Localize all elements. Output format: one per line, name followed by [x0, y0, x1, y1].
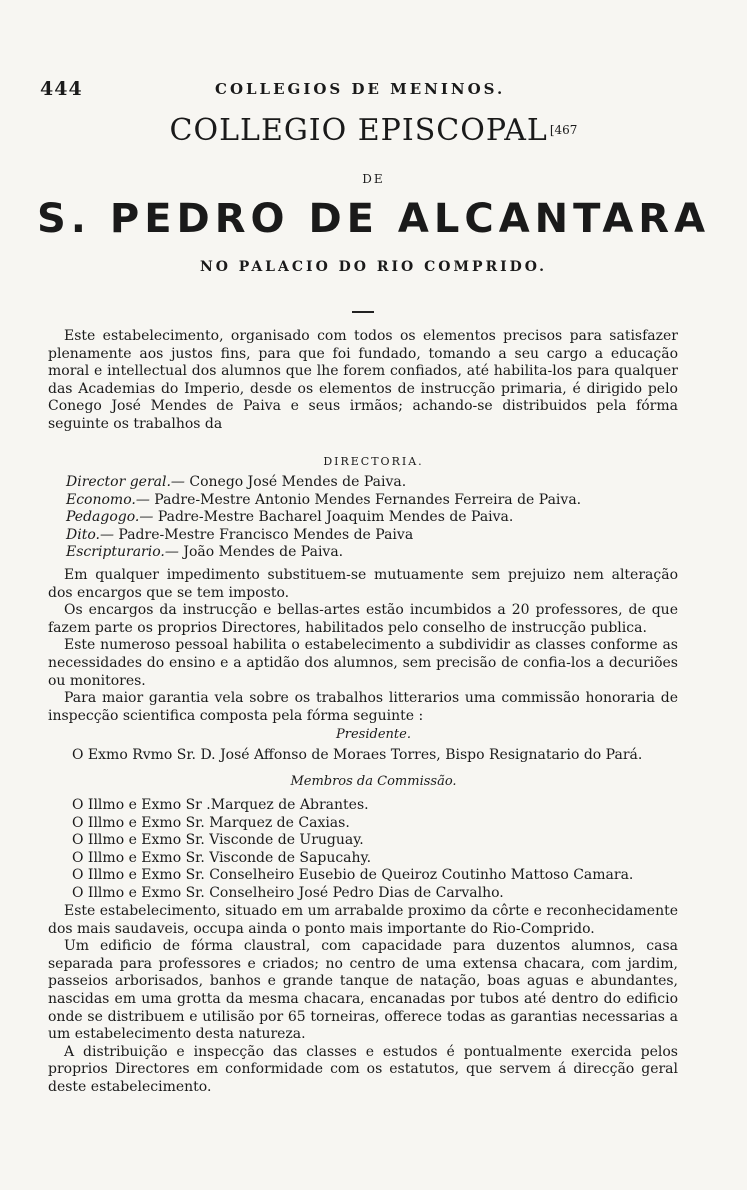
member-row: O Illmo e Exmo Sr .Marquez de Abrantes.	[72, 797, 369, 813]
title-rule	[352, 311, 374, 313]
middle-paragraphs	[48, 567, 678, 725]
president-line: O Exmo Rvmo Sr. D. José Affonso de Moraes Torres, Bispo Resignatario do Pará.	[72, 747, 643, 763]
member-row: O Illmo e Exmo Sr. Conselheiro Eusebio de Queiroz Coutinho Mattoso Camara.	[72, 867, 634, 884]
member-row: O Illmo e Exmo Sr. Marquez de Caxias.	[72, 814, 350, 831]
paragraph: Em qualquer impedimento substituem-se mutuamente sem prejuizo nem alteração dos encargos que se tem imposto.	[48, 567, 678, 601]
page-number: 444	[40, 78, 83, 100]
member-row: O Illmo e Exmo Sr. Visconde de Uruguay.	[72, 832, 364, 849]
paragraph: Este numeroso pessoal habilita o estabelecimento a subdividir as classes conforme as necessidades do ensino e a aptidão dos alumnos, sem precisão de confia-los a decuriões ou monitores.	[48, 637, 678, 689]
directoria-heading: DIRECTORIA.	[323, 455, 424, 468]
paragraph: Para maior garantia vela sobre os trabalhos litterarios uma commissão honoraria de inspecção scientifica composta pela fórma seguinte :	[48, 690, 678, 724]
member-row: O Illmo e Exmo Sr. Conselheiro José Pedro Dias de Carvalho.	[72, 884, 504, 901]
president-heading: Presidente.	[336, 727, 411, 742]
members-heading: Membros da Commissão.	[290, 774, 457, 789]
closing-paragraphs	[48, 903, 678, 1097]
staff-list	[66, 474, 686, 562]
college-title	[0, 113, 747, 148]
paragraph: A distribuição e inspecção das classes e estudos é pontualmente exercida pelos proprios Directores em conformidade com os estatutos, que servem á direcção geral deste estabelecimento.	[48, 1043, 678, 1095]
members-list	[72, 797, 692, 903]
staff-row: Economo.— Padre-Mestre Antonio Mendes Fernandes Ferreira de Paiva.	[66, 491, 582, 508]
running-head	[0, 78, 747, 102]
running-title: COLLEGIOS DE MENINOS.	[215, 80, 506, 98]
location-subtitle: NO PALACIO DO RIO COMPRIDO.	[199, 259, 548, 275]
college-title-text: COLLEGIO EPISCOPAL	[169, 113, 548, 148]
staff-row: Escripturario.— João Mendes de Paiva.	[66, 544, 344, 561]
paragraph: Os encargos da instrucção e bellas-artes estão incumbidos a 20 professores, de que fazem parte os proprios Directores, habilitados pelo conselho de instrucção publica.	[48, 602, 678, 636]
member-row: O Illmo e Exmo Sr. Visconde de Sapucahy.	[72, 849, 372, 866]
title-de: DE	[362, 172, 385, 186]
paragraph: Um edificio de fórma claustral, com capacidade para duzentos alumnos, casa separada para professores e criados; no centro de uma extensa chacara, com jardim, passeios arborisados, banhos e grande tanque de natação, boas aguas e abundantes, nascidas em uma grotta da mesma chacara, encanadas por tubos até dentro do edificio onde se distribuem e utilisão por 65 torneiras, offerece todas as garantias necessarias a um estabelecimento desta natureza.	[48, 938, 678, 1043]
staff-row: Dito.— Padre-Mestre Francisco Mendes de Paiva	[66, 526, 414, 543]
staff-row: Director geral.— Conego José Mendes de Paiva.	[66, 474, 407, 490]
intro-paragraph: Este estabelecimento, organisado com todos os elementos precisos para satisfazer plenamente aos justos fins, para que foi fundado, tomando a seu cargo a educação moral e intellectual dos alumnos que lhe forem confiados, até habilita-los para qualquer das Academias do Imperio, desde os elementos de instrucção primaria, é dirigido pelo Conego José Mendes de Paiva e seus irmãos; achando-se distribuidos pela fórma seguinte os trabalhos da	[48, 328, 678, 432]
saint-title: S. PEDRO DE ALCANTARA	[36, 196, 711, 242]
reference-mark: [467	[549, 122, 578, 137]
staff-row: Pedagogo.— Padre-Mestre Bacharel Joaquim Mendes de Paiva.	[66, 509, 514, 526]
paragraph: Este estabelecimento, situado em um arrabalde proximo da côrte e reconhecidamente dos mais saudaveis, occupa ainda o ponto mais importante do Rio-Comprido.	[48, 903, 678, 937]
